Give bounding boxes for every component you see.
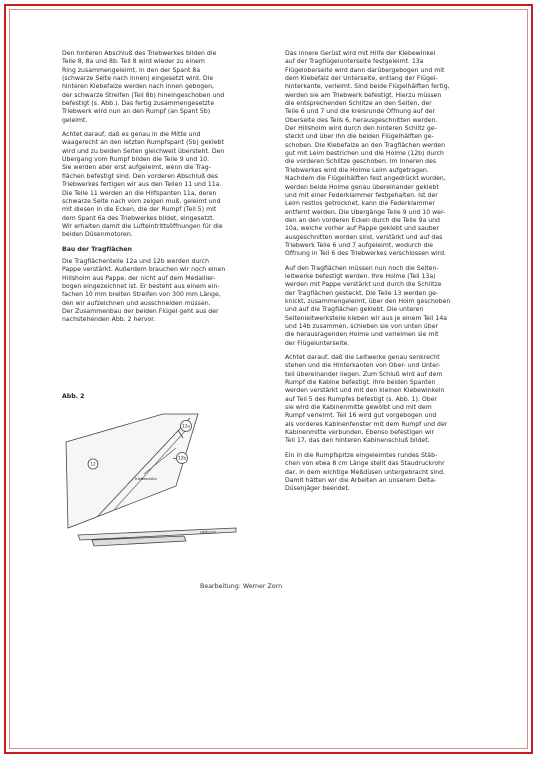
- klebeschlitz-label: Klebeschlitz: [135, 477, 157, 481]
- text-line: die vorderen Schlitze geschoben. Im Inneren des: [285, 158, 437, 166]
- text-line: Öffnung in Teil 6 des Triebwerkes verschlossen wird.: [285, 250, 447, 258]
- hilfsholm-label: Hilfsholm: [200, 530, 216, 535]
- text-line: als vorderes Kabinenfenster mit dem Rumpf und der: [285, 420, 448, 428]
- text-line: schwarze Seite nach vorn zeigen muß, geleimt und: [62, 197, 221, 205]
- text-line: Nachdem die Flügelhälften fest angedrückt wurden,: [285, 175, 446, 183]
- text-line: und mit einer Federklammer festgehalten. Ist der: [285, 191, 438, 199]
- text-line: Teil 17, das den hinteren Kabinenschluß bildet.: [285, 437, 430, 445]
- text-line: Übergang vom Rumpf bilden die Teile 9 und 10.: [62, 156, 210, 164]
- text-line: Die Teile 11 werden an die Hilfspanten 11a, deren: [62, 189, 217, 197]
- text-line: Achtet darauf, daß es genau in die Mitte und: [62, 131, 201, 139]
- text-line: Das innere Gerüst wird mit Hilfe der Klebewinkel: [285, 50, 436, 57]
- text-line: Der Zusammenbau der beiden Flügel geht aus der: [62, 307, 219, 315]
- text-line: stehen und die Hinterkanten von Ober- und Unter-: [285, 362, 441, 370]
- text-line: Triebwerk wird nun an den Rumpf (an Spant 5b): [62, 108, 211, 116]
- text-line: Rumpf verleimt. Teil 16 wird gut vorgebogen und: [285, 412, 437, 420]
- text-line: steckt und über ihn die beiden Flügelhälften ge-: [285, 133, 434, 141]
- right-column: [285, 50, 481, 500]
- text-line: nachstehenden Abb. 2 hervor.: [62, 316, 156, 324]
- text-line: ausgeschnitten worden sind, verstärkt und auf das: [285, 233, 443, 241]
- text-line: Oberseite des Teils 6, herausgeschnitten werden.: [285, 116, 438, 124]
- text-line: und 14b zusammen, schieben sie von unten über: [285, 323, 439, 330]
- text-line: teil übereinander liegen. Zum Schluß wird auf dem: [285, 370, 443, 378]
- paragraph-kabine: [285, 354, 481, 446]
- paragraph-gerust: [285, 50, 481, 259]
- text-line: Flügeloberseite wird dann darübergebogen und mit: [285, 66, 445, 74]
- text-line: beiden Düsenmotoren.: [62, 231, 133, 239]
- text-line: Teile 6 und 7 und die kreisrunde Öffnung auf der: [285, 108, 436, 116]
- text-line: hinteren Klebefalze werden nach innen gebogen,: [62, 83, 214, 91]
- text-line: Sie werden aber erst aufgeleimt, wenn die Trag-: [62, 164, 211, 172]
- text-line: entfernt werden. Die Übergänge Teile 9 und 10 wer-: [285, 208, 446, 216]
- text-line: Rumpf die Kabine befestigt. Ihre beiden Spanten: [285, 379, 436, 387]
- text-line: hinterkante, verleimt. Sind beide Flügelhälften fertig,: [285, 83, 450, 91]
- text-line: die entsprechenden Schlitze an den Seiten, der: [285, 100, 432, 108]
- text-line: Achtet darauf, daß die Leitwerke genau senkrecht: [285, 354, 440, 362]
- text-line: fachen 10 mm breiten Streifen von 300 mm Länge,: [62, 291, 221, 299]
- text-line: der Tragflächen gesteckt. Die Teile 13 werden ge-: [285, 289, 439, 297]
- text-line: Wir erhalten damit die Lufteintrittsöffnungen für die: [62, 222, 223, 230]
- text-line: werden sie am Triebwerk befestigt. Hierzu müssen: [285, 91, 442, 99]
- paragraph-triebwerk-abschluss: [62, 50, 262, 125]
- paragraph-seitenleitwerke: [285, 265, 481, 348]
- text-line: sie wird die Kabinenmitte gewölbt und mit dem: [285, 404, 432, 412]
- text-line: Triebwerkes fertigen wir aus den Teilen 11 und 11a.: [62, 181, 222, 189]
- text-line: Teile 8, 8a und 8b. Teil 8 wird wieder zu einem: [62, 58, 205, 66]
- section-heading: Bau der Tragflächen: [62, 245, 132, 253]
- text-line: den an den vorderen Ecken durch die Teile 9a und: [285, 216, 440, 224]
- text-line: (schwarze Seite nach innen) eingesetzt wird. Die: [62, 75, 214, 83]
- text-line: der schwarze Streifen (Teil 8b) hineingeschoben und: [62, 91, 225, 99]
- text-line: Leim restlos getrocknet, kann die Federklammer: [285, 200, 435, 208]
- text-line: Ein in die Rumpfspitze eingeleimtes rundes Stäb-: [285, 451, 438, 459]
- text-line: chen von etwa 8 cm Länge stellt das Staudruckrohr: [285, 460, 445, 468]
- callout-12a-text: 12a: [182, 423, 190, 429]
- text-line: waagerecht an den letzten Rumpfspant (5b) geklebt: [62, 139, 224, 147]
- text-line: den wir aufzeichnen und ausschneiden müssen.: [62, 299, 211, 307]
- text-line: auf der Tragflügelunterseite festgeleimt. 13a: [285, 58, 424, 66]
- text-line: und auf die Tragflächen geklebt. Die unteren: [285, 306, 424, 314]
- text-line: Auf den Tragflächen müssen nun noch die Seiten-: [285, 264, 439, 272]
- text-line: Der Hillsholm wird durch den hinteren Schlitz ge-: [285, 125, 437, 133]
- text-line: geleimt.: [62, 116, 88, 124]
- text-line: Ring zusammengeleimt, in den der Spant 8a: [62, 66, 201, 74]
- callout-12b-text: 12b: [178, 455, 186, 461]
- text-line: dem Klebefalz der Unterseite, entlang der Flügel-: [285, 75, 438, 83]
- text-line: flächen befestigt sind. Den vorderen Abschluß des: [62, 172, 218, 180]
- text-line: Kabinenmitte verbunden. Ebenso befestigen wir: [285, 429, 435, 437]
- text-line: 10a, welche vorher auf Pappe geklebt und sauber: [285, 225, 440, 233]
- text-line: befestigt (s. Abb.). Das fertig zusammengesetzte: [62, 100, 215, 108]
- text-line: werden beide Holme genau übereinander geklebt: [285, 183, 439, 191]
- text-line: mit diesen in die Ecken, die der Rumpf (Teil 5) mit: [62, 206, 217, 214]
- paragraph-triebwerk-einbau: [62, 131, 262, 239]
- text-line: Triebwerk Teile 6 und 7 aufgeleimt, wodurch die: [285, 241, 434, 249]
- text-line: schoben. Die Klebefalze an den Tragflächen werden: [285, 141, 446, 149]
- text-line: die herausragenden Holme und verleimen sie mit: [285, 331, 439, 339]
- text-line: Den hinteren Abschluß des Triebwerkes bilden die: [62, 50, 217, 57]
- text-line: leitwerke befestigt werden. Ihre Holme (Teil 13a): [285, 272, 436, 280]
- text-line: Pappe verstärkt. Außerdem brauchen wir noch einen: [62, 266, 226, 274]
- text-line: Düsenjäger beendet.: [285, 485, 350, 493]
- text-line: auf Teil 5 des Rumpfes befestigt (s. Abb. 1). Ober: [285, 395, 437, 403]
- text-line: Die Tragflächenteile 12a und 12b werden durch: [62, 257, 210, 265]
- text-line: knickt, zusammengeleimt, über den Holm geschoben: [285, 297, 451, 305]
- left-column: [62, 50, 262, 331]
- text-line: Triebwerkes wird die Holme Leim aufgetragen.: [285, 166, 429, 174]
- figure-title: Abb. 2: [62, 393, 85, 400]
- text-line: Damit hätten wir die Arbeiten an unserem Delta-: [285, 476, 437, 484]
- text-line: dar, in dem wichtige Meßdüsen untergebracht sind.: [285, 468, 446, 476]
- text-line: gut mit Leim bestrichen und die Holme (12b) durch: [285, 150, 444, 158]
- paragraph-tragflaechen: [62, 258, 262, 325]
- callout-12-text: 12: [90, 461, 96, 467]
- text-line: werden mit Pappe verstärkt und durch die Schlitze: [285, 281, 442, 289]
- text-line: werden verstärkt und mit den kleinen Klebewinkeln: [285, 387, 445, 395]
- text-line: Hillsholm aus Pappe, der nicht auf dem Medallier-: [62, 274, 216, 282]
- footer-credit: Bearbeitung: Werner Zorn: [200, 583, 283, 590]
- text-line: Seitenleitwerksteile kleben wir aus je einem Teil 14a: [285, 314, 448, 322]
- text-line: der Flügelunterseite.: [285, 339, 350, 347]
- wing-assembly-figure: [58, 408, 258, 558]
- text-line: dem Spant 6a des Triebwerkes bildet, eingesetzt.: [62, 214, 215, 222]
- text-line: wird und zu beiden Seiten gleichweit übersteht. Den: [62, 147, 225, 155]
- paragraph-staudruckrohr: [285, 452, 481, 494]
- text-line: bogen eingezeichnet ist. Er besteht aus einem ein-: [62, 282, 220, 290]
